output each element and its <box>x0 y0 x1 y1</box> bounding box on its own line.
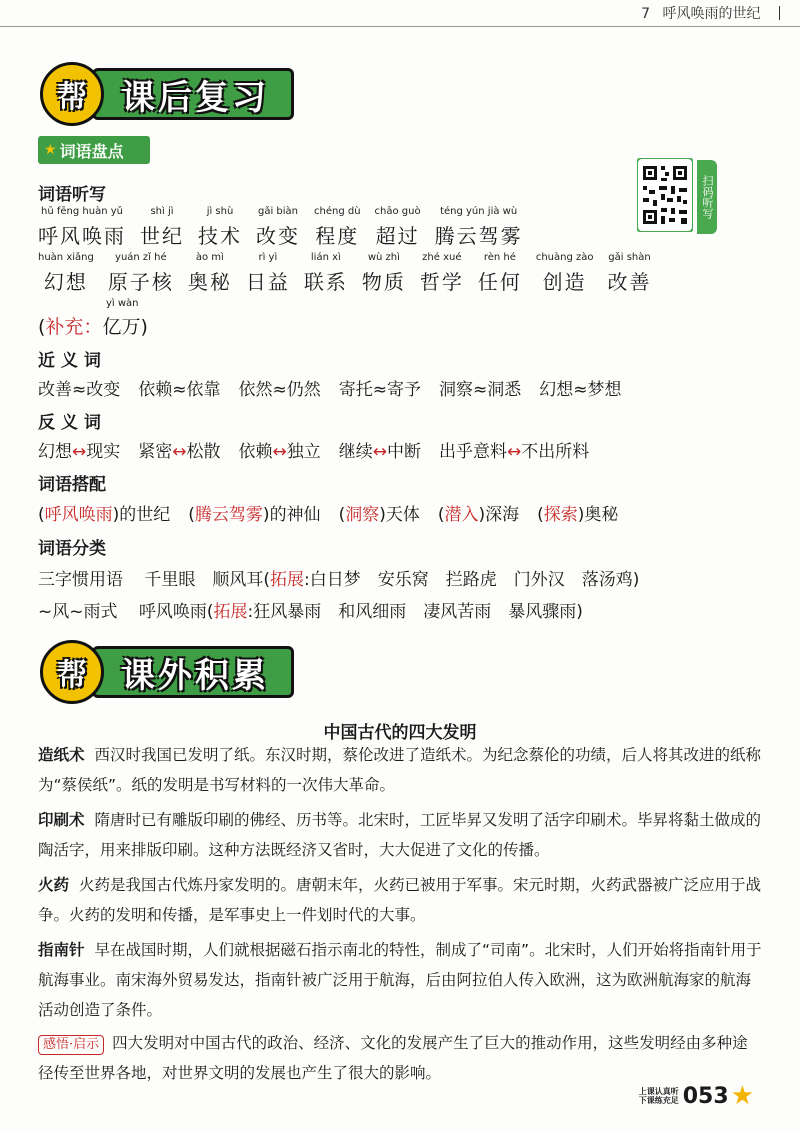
header-rule <box>0 26 800 27</box>
slogan-2: 下课练充足 <box>638 1096 679 1105</box>
colon: : <box>304 570 310 590</box>
dictation-row-2 <box>38 252 666 295</box>
word-pinyin: yuán zǐ hé <box>115 252 167 263</box>
insight <box>38 1028 762 1088</box>
paren-open: ( <box>338 505 346 525</box>
para-term: 印刷术 <box>38 811 85 829</box>
word-hanzi: 创造 <box>542 270 587 294</box>
class-ext-2: 狂风暴雨 和风细雨 凄风苦雨 暴风骤雨 <box>253 602 577 622</box>
dictation-word <box>188 252 232 295</box>
insight-label: 感悟·启示 <box>38 1035 104 1055</box>
synonym-pair: 改善≈改变 <box>38 380 121 400</box>
extension-label-1: 拓展 <box>270 570 305 590</box>
word-hanzi: 奥秘 <box>187 270 232 294</box>
section-banner-extra <box>40 640 294 704</box>
antonym-word: 继续 <box>338 442 373 462</box>
dictation-word <box>38 252 94 295</box>
paren-close: ) <box>577 505 585 525</box>
paren-close: ) <box>576 602 583 622</box>
dictation-row-1 <box>38 206 537 249</box>
synonym-pair: 幻想≈梦想 <box>539 380 622 400</box>
word-pinyin: rèn hé <box>483 252 516 263</box>
paren-close: ) <box>262 505 270 525</box>
collocation-blank: 探索 <box>543 505 578 525</box>
collocation <box>38 505 170 525</box>
word-pinyin: gǎi shàn <box>608 252 651 263</box>
section-title: 课后复习 <box>92 68 294 120</box>
antonym-word: 中断 <box>387 442 421 462</box>
word-hanzi: 物质 <box>361 270 406 294</box>
paren-open: ( <box>38 316 46 338</box>
double-arrow-icon: ↔ <box>272 442 287 462</box>
dictation-word <box>304 252 348 295</box>
antonym-pair <box>38 442 120 462</box>
star-icon: ★ <box>44 142 57 158</box>
collocation <box>537 505 618 525</box>
synonym-pair: 依赖≈依靠 <box>138 380 221 400</box>
dictation-word <box>420 252 464 295</box>
word-hanzi: 腾云驾雾 <box>434 224 523 248</box>
word-hanzi: 联系 <box>303 270 348 294</box>
class-label-1: 三字惯用语 <box>38 570 123 590</box>
star-icon: ★ <box>730 1081 754 1111</box>
dictation-word <box>198 206 242 249</box>
chapter-title: 呼风唤雨的世纪 <box>662 6 761 22</box>
antonym-word: 现实 <box>86 442 121 462</box>
paren-close: ) <box>632 570 640 590</box>
collocation-rest: 深海 <box>485 505 520 525</box>
antonym-pair <box>439 442 589 462</box>
antonym-word: 松散 <box>186 442 221 462</box>
double-arrow-icon: ↔ <box>507 442 522 462</box>
page-number: 053 <box>682 1083 729 1109</box>
article-title: 中国古代的四大发明 <box>323 723 477 743</box>
supplement-label: 补充： <box>45 316 103 338</box>
classification-row-2 <box>38 597 583 622</box>
class-words-1: 千里眼 顺风耳 <box>144 570 264 590</box>
para-text: 早在战国时期，人们就根据磁石指示南北的特性，制成了“司南”。北宋时，人们开始将指南针用于航海事业。南宋海外贸易发达，指南针被广泛用于航海，后由阿拉伯人传入欧洲，这为欧洲航海家的航海活动创造了条件。 <box>38 941 762 1019</box>
dictation-word <box>608 252 652 295</box>
dictation-word <box>256 206 300 249</box>
colon: : <box>247 602 254 622</box>
word-hanzi: 幻想 <box>43 270 88 294</box>
bang-badge: 帮 <box>40 640 104 704</box>
synonyms-heading: 近 义 词 <box>38 351 101 371</box>
word-pinyin: jì shù <box>206 206 234 217</box>
antonyms-heading: 反 义 词 <box>38 413 101 433</box>
paren-close: ) <box>379 505 386 525</box>
paren-open: ( <box>38 505 45 525</box>
antonym-word: 幻想 <box>38 442 72 462</box>
word-pinyin: wù zhì <box>367 252 400 263</box>
antonym-word: 出乎意料 <box>439 442 507 462</box>
word-hanzi: 哲学 <box>419 270 464 294</box>
antonym-word: 依赖 <box>238 442 273 462</box>
word-pinyin: lián xì <box>310 252 341 263</box>
word-pinyin: rì yì <box>258 252 278 263</box>
antonym-pair <box>239 442 321 462</box>
extension-label-2: 拓展 <box>213 602 248 622</box>
antonyms-list <box>38 437 607 462</box>
paren-open: ( <box>263 570 271 590</box>
paren-open: ( <box>437 505 445 525</box>
article-para-2 <box>38 805 762 865</box>
word-pinyin: chuàng zào <box>535 252 594 263</box>
section-title: 课外积累 <box>92 646 294 698</box>
dictation-word <box>314 206 361 249</box>
collocation <box>438 505 519 525</box>
word-pinyin: chéng dù <box>314 206 361 217</box>
class-label-2: ~风~雨式 <box>38 602 118 622</box>
dictation-word <box>362 252 406 295</box>
word-hanzi: 改变 <box>256 224 300 248</box>
paren-close: ) <box>478 505 486 525</box>
scan-dictation-tab[interactable]: 扫码听写 <box>697 160 717 234</box>
double-arrow-icon: ↔ <box>372 442 387 462</box>
paren-open: ( <box>206 602 214 622</box>
collocation-rest: 的世纪 <box>119 505 171 525</box>
word-hanzi: 任何 <box>477 270 522 294</box>
article-para-4 <box>38 935 762 1025</box>
collocation-rest: 的神仙 <box>269 505 321 525</box>
classification-row-1 <box>38 565 639 590</box>
para-term: 造纸术 <box>38 746 85 764</box>
word-hanzi: 日益 <box>245 270 290 294</box>
antonym-word: 紧密 <box>138 442 173 462</box>
collocation <box>188 505 320 525</box>
word-hanzi: 原子核 <box>107 270 174 294</box>
paren-close: ) <box>112 505 120 525</box>
double-arrow-icon: ↔ <box>72 442 87 462</box>
class-ext-1: 白日梦 安乐窝 拦路虎 门外汉 落汤鸡 <box>309 570 633 590</box>
word-hanzi: 世纪 <box>140 224 184 248</box>
collocation-blank: 呼风唤雨 <box>44 505 113 525</box>
word-pinyin: hū fēng huàn yǔ <box>41 206 123 217</box>
tag-label: 词语盘点 <box>59 141 124 161</box>
collocations-heading: 词语搭配 <box>38 475 106 495</box>
dictation-word <box>435 206 523 249</box>
dictation-word <box>375 206 421 249</box>
para-term: 指南针 <box>38 941 85 959</box>
synonyms-list <box>38 375 640 400</box>
running-header <box>641 3 780 23</box>
word-hanzi: 超过 <box>375 224 420 248</box>
class-words-2: 呼风唤雨 <box>138 602 207 622</box>
synonym-pair: 寄托≈寄予 <box>338 380 421 400</box>
word-pinyin: shì jì <box>150 206 174 217</box>
para-term: 火药 <box>38 876 70 894</box>
collocation-blank: 洞察 <box>345 505 380 525</box>
double-arrow-icon: ↔ <box>172 442 187 462</box>
dictation-word <box>536 252 594 295</box>
collocation-blank: 腾云驾雾 <box>194 505 263 525</box>
synonym-pair: 依然≈仍然 <box>238 380 321 400</box>
paren-open: ( <box>188 505 195 525</box>
word-hanzi: 技术 <box>198 224 242 248</box>
word-hanzi: 呼风唤雨 <box>38 224 126 248</box>
bang-badge: 帮 <box>40 62 104 126</box>
header-divider <box>779 6 780 20</box>
collocations-list <box>38 500 636 525</box>
supplement-pinyin: yì wàn <box>106 298 139 309</box>
word-pinyin: zhé xué <box>422 252 462 263</box>
slogan-1: 上课认真听 <box>638 1087 679 1096</box>
para-text: 隋唐时已有雕版印刷的佛经、历书等。北宋时，工匠毕昇又发明了活字印刷术。毕昇将黏土做成的陶活字，用来排版印刷。这种方法既经济又省时，大大促进了文化的传播。 <box>38 811 762 859</box>
footer-slogan <box>639 1087 679 1105</box>
dictation-word <box>140 206 184 249</box>
word-hanzi: 程度 <box>315 224 360 248</box>
word-pinyin: téng yún jià wù <box>440 206 518 217</box>
antonym-word: 不出所料 <box>521 442 590 462</box>
supplement-word: 亿万 <box>102 316 141 338</box>
dictation-word <box>108 252 174 295</box>
insight-text: 四大发明对中国古代的政治、经济、文化的发展产生了巨大的推动作用，这些发明经由多种途径传至世界各地，对世界文明的发展也产生了很大的影响。 <box>38 1034 748 1082</box>
word-hanzi: 改善 <box>607 270 652 294</box>
supplement <box>38 298 148 339</box>
article-para-3 <box>38 870 762 930</box>
word-pinyin: ào mì <box>195 252 224 263</box>
collocation-rest: 奥秘 <box>584 505 619 525</box>
antonym-word: 独立 <box>286 442 321 462</box>
para-text: 火药是我国古代炼丹家发明的。唐朝末年，火药已被用于军事。宋元时期，火药武器被广泛应用于战争。火药的发明和传播，是军事史上一件划时代的大事。 <box>38 876 762 924</box>
dictation-word <box>38 206 126 249</box>
section-banner-review <box>40 62 294 126</box>
paren-open: ( <box>537 505 544 525</box>
collocation-blank: 潜入 <box>444 505 479 525</box>
synonym-pair: 洞察≈洞悉 <box>439 380 522 400</box>
dictation-word <box>246 252 290 295</box>
word-inventory-tag <box>38 136 150 164</box>
dictation-word <box>478 252 522 295</box>
word-pinyin: gǎi biàn <box>257 206 299 217</box>
word-pinyin: huàn xiǎng <box>38 252 94 263</box>
antonym-pair <box>138 442 220 462</box>
word-pinyin: chāo guò <box>374 206 421 217</box>
article-para-1 <box>38 740 762 800</box>
page-footer <box>639 1081 754 1111</box>
classification-heading: 词语分类 <box>38 539 106 559</box>
chapter-number: 7 <box>641 6 651 22</box>
para-text: 西汉时我国已发明了纸。东汉时期，蔡伦改进了造纸术。为纪念蔡伦的功绩，后人将其改进的纸称为“蔡侯纸”。纸的发明是书写材料的一次伟大革命。 <box>38 746 762 794</box>
qr-code[interactable] <box>637 158 693 232</box>
collocation-rest: 天体 <box>385 505 420 525</box>
dictation-heading: 词语听写 <box>38 185 106 205</box>
paren-close: ) <box>140 316 148 338</box>
antonym-pair <box>339 442 421 462</box>
collocation <box>339 505 420 525</box>
